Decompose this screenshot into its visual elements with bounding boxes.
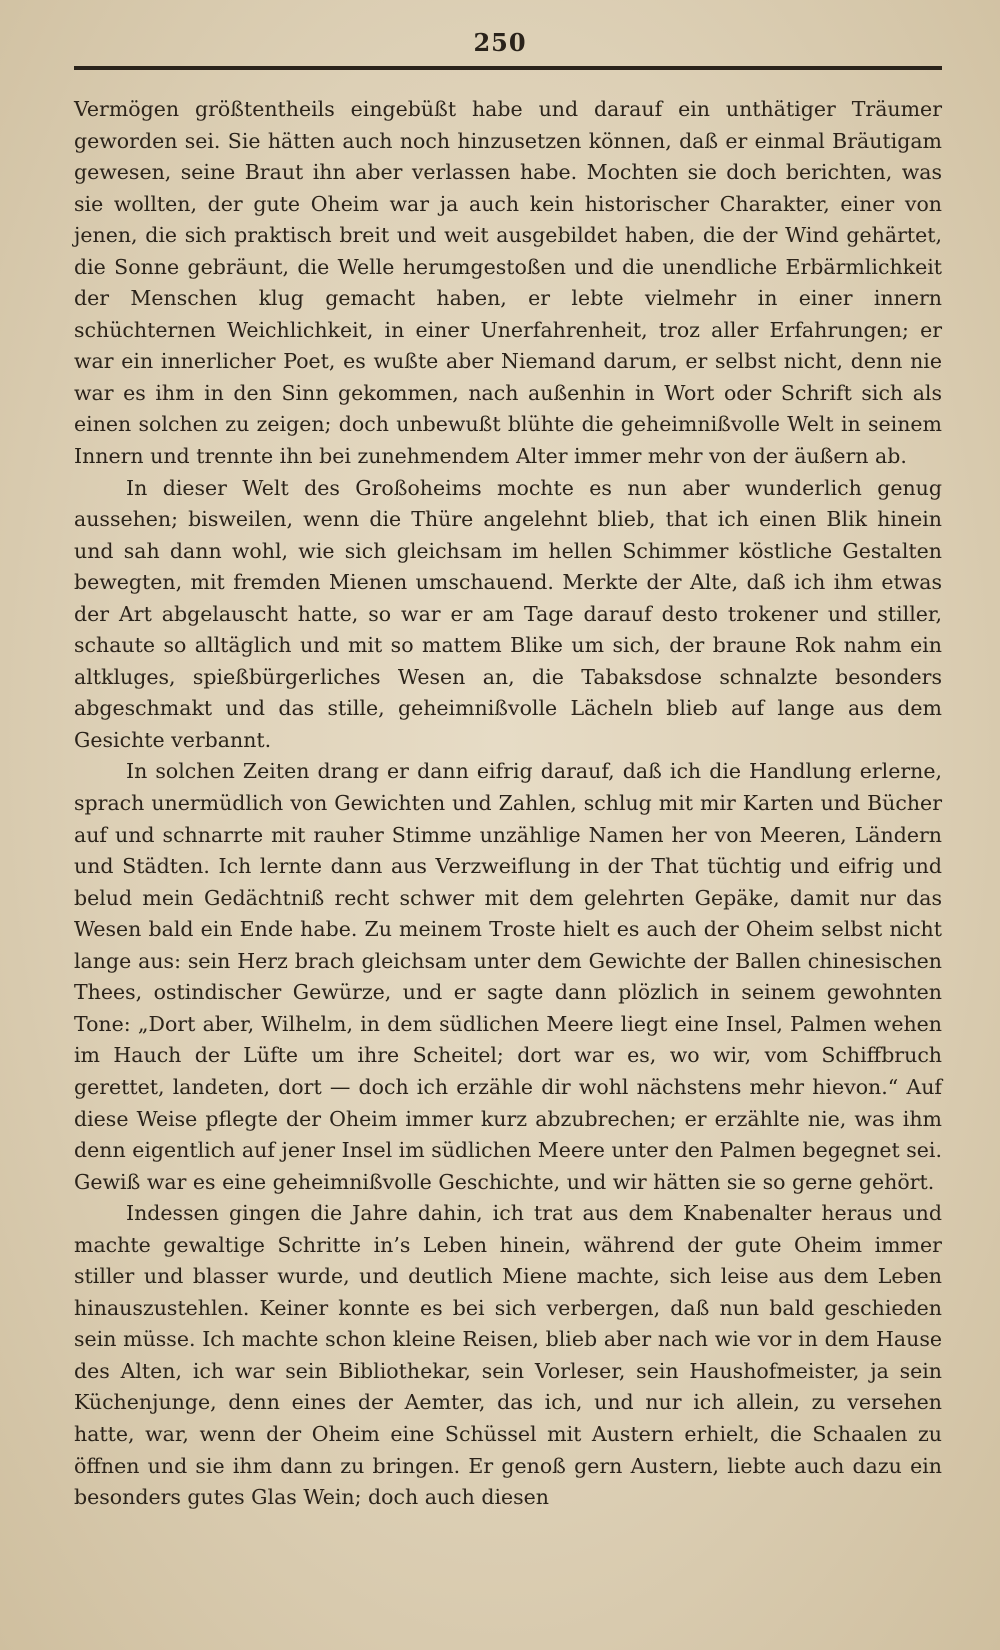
page-number: 250 <box>473 28 527 57</box>
paragraph: Indessen gingen die Jahre dahin, ich trat aus dem Knabenalter heraus und machte gewaltige Schritte in’s Leben hinein, während der gute Oheim immer stiller und blasser wurde, und deutlich Miene machte, sich leise aus dem Leben hinauszustehlen. Keiner konnte es bei sich verbergen, daß nun bald geschieden sein müsse. Ich machte schon kleine Reisen, blieb aber nach wie vor in dem Hause des Alten, ich war sein Bibliothekar, sein Vorleser, sein Haushofmeister, ja sein Küchenjunge, denn eines der Aemter, das ich, und nur ich allein, zu versehen hatte, war, wenn der Oheim eine Schüssel mit Austern erhielt, die Schaalen zu öffnen und sie ihm dann zu bringen. Er genoß gern Austern, liebte auch dazu ein besonders gutes Glas Wein; doch auch diesen <box>74 1201 942 1510</box>
paragraph: In dieser Welt des Großoheims mochte es nun aber wunderlich genug aussehen; bisweilen, wenn die Thüre angelehnt blieb, that ich einen Blik hinein und sah dann wohl, wie sich gleichsam im hellen Schimmer köstliche Gestalten bewegten, mit fremden Mienen umschauend. Merkte der Alte, daß ich ihm etwas der Art abgelauscht hatte, so war er am Tage darauf desto trokener und stiller, schaute so alltäglich und mit so mattem Blike um sich, der braune Rok nahm ein altkluges, spießbürgerliches Wesen an, die Tabaksdose schnalzte besonders abgeschmakt und das stille, geheimnißvolle Lächeln blieb auf lange aus dem Gesichte verbannt. <box>74 475 942 752</box>
paragraph: In solchen Zeiten drang er dann eifrig darauf, daß ich die Handlung erlerne, sprach unermüdlich von Gewichten und Zahlen, schlug mit mir Karten und Bücher auf und schnarrte mit rauher Stimme unzählige Namen her von Meeren, Ländern und Städten. Ich lernte dann aus Verzweiflung in der That tüchtig und eifrig und belud mein Gedächtniß recht schwer mit dem gelehrten Gepäke, damit nur das Wesen bald ein Ende habe. Zu meinem Troste hielt es auch der Oheim selbst nicht lange aus: sein Herz brach gleichsam unter dem Gewichte der Ballen chinesischen Thees, ostindischer Gewürze, und er sagte dann plözlich in seinem gewohnten Tone: „Dort aber, Wilhelm, in dem südlichen Meere liegt eine Insel, Palmen wehen im Hauch der Lüfte um ihre Scheitel; dort war es, wo wir, vom Schiffbruch gerettet, landeten, dort — doch ich erzähle dir wohl nächstens mehr hievon.“ Auf diese Weise pflegte der Oheim immer kurz abzubrechen; er erzählte nie, was ihm denn eigentlich auf jener Insel im südlichen Meere unter den Palmen begegnet sei. Gewiß war es eine geheimnißvolle Geschichte, und wir hätten sie so gerne gehört. <box>74 759 942 1194</box>
header-rule <box>74 66 942 70</box>
paragraph: Vermögen größtentheils eingebüßt habe und darauf ein unthätiger Träumer geworden sei. Sie hätten auch noch hinzusetzen können, daß er einmal Bräutigam gewesen, seine Braut ihn aber verlassen habe. Mochten sie doch berichten, was sie wollten, der gute Oheim war ja auch kein historischer Charakter, einer von jenen, die sich praktisch breit und weit ausgebildet haben, die der Wind gehärtet, die Sonne gebräunt, die Welle herumgestoßen und die unendliche Erbärmlichkeit der Menschen klug gemacht haben, er lebte vielmehr in einer innern schüchternen Weichlichkeit, in einer Unerfahrenheit, troz aller Erfahrungen; er war ein innerlicher Poet, es wußte aber Niemand darum, er selbst nicht, denn nie war es ihm in den Sinn gekommen, nach außenhin in Wort oder Schrift sich als einen solchen zu zeigen; doch unbewußt blühte die geheimnißvolle Welt in seinem Innern und trennte ihn bei zunehmendem Alter immer mehr von der äußern ab. <box>74 97 942 469</box>
body-text <box>74 94 942 1514</box>
